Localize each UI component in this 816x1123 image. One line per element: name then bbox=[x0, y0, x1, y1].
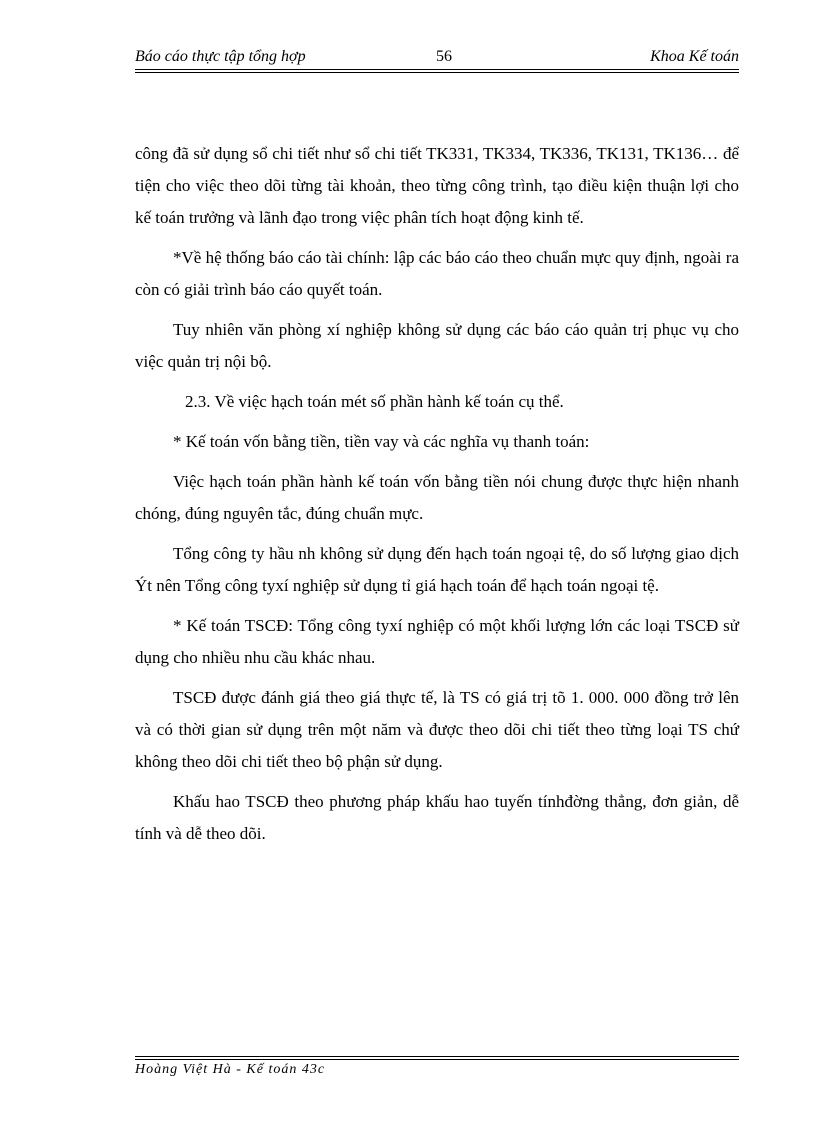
paragraph-depreciation: Khấu hao TSCĐ theo phương pháp khấu hao tuyến tínhđờng thẳng, đơn giản, dễ tính và dễ theo dõi. bbox=[135, 792, 739, 843]
page-header bbox=[135, 48, 739, 70]
header-rule-top bbox=[135, 69, 739, 70]
header-page-number: 56 bbox=[436, 48, 452, 65]
header-department: Khoa Kế toán bbox=[650, 48, 739, 65]
paragraph-fixed-assets-heading: * Kế toán TSCĐ: Tổng công tyxí nghiệp có một khối lượng lớn các loại TSCĐ sử dụng cho nhiều nhu cầu khác nhau. bbox=[135, 616, 739, 667]
page-footer: Hoàng Việt Hà - Kế toán 43c bbox=[135, 1062, 326, 1077]
paragraph-management-reports: Tuy nhiên văn phòng xí nghiệp không sử dụng các báo cáo quản trị phục vụ cho việc quản trị nội bộ. bbox=[135, 320, 739, 371]
footer-rule-bottom bbox=[135, 1059, 739, 1060]
paragraph-financial-reports: *Về hệ thống báo cáo tài chính: lập các báo cáo theo chuẩn mực quy định, ngoài ra còn có giải trình báo cáo quyết toán. bbox=[135, 248, 739, 299]
paragraph-fixed-assets-valuation: TSCĐ được đánh giá theo giá thực tế, là TS có giá trị tõ 1. 000. 000 đồng trở lên và có thời gian sử dụng trên một năm và được theo dõi chi tiết theo từng loại TS chứ không theo dõi chi tiết theo bộ phận sử dụng. bbox=[135, 688, 739, 771]
paragraph-cash-accounting: Việc hạch toán phần hành kế toán vốn bằng tiền nói chung được thực hiện nhanh chóng, đúng nguyên tắc, đúng chuẩn mực. bbox=[135, 472, 739, 523]
paragraph-continuation: công đã sử dụng sổ chi tiết như sổ chi tiết TK331, TK334, TK336, TK131, TK136… để tiện cho việc theo dõi từng tài khoản, theo từng công trình, tạo điều kiện thuận lợi cho kế toán trưởng và lãnh đạo trong việc phân tích hoạt động kinh tế. bbox=[135, 144, 739, 227]
footer-rule-top bbox=[135, 1056, 739, 1057]
paragraph-cash-accounting-heading: * Kế toán vốn bằng tiền, tiền vay và các nghĩa vụ thanh toán: bbox=[173, 432, 590, 451]
header-report-title: Báo cáo thực tập tổng hợp bbox=[135, 48, 306, 65]
header-rule-bottom bbox=[135, 72, 739, 73]
paragraph-foreign-currency: Tổng công ty hầu nh không sử dụng đến hạch toán ngoại tệ, do số lượng giao dịch Ýt nên Tổng công tyxí nghiệp sử dụng tỉ giá hạch toán để hạch toán ngoại tệ. bbox=[135, 544, 739, 595]
document-body bbox=[135, 138, 739, 858]
section-heading-2-3: 2.3. Về việc hạch toán mét số phần hành kế toán cụ thể. bbox=[185, 392, 564, 411]
